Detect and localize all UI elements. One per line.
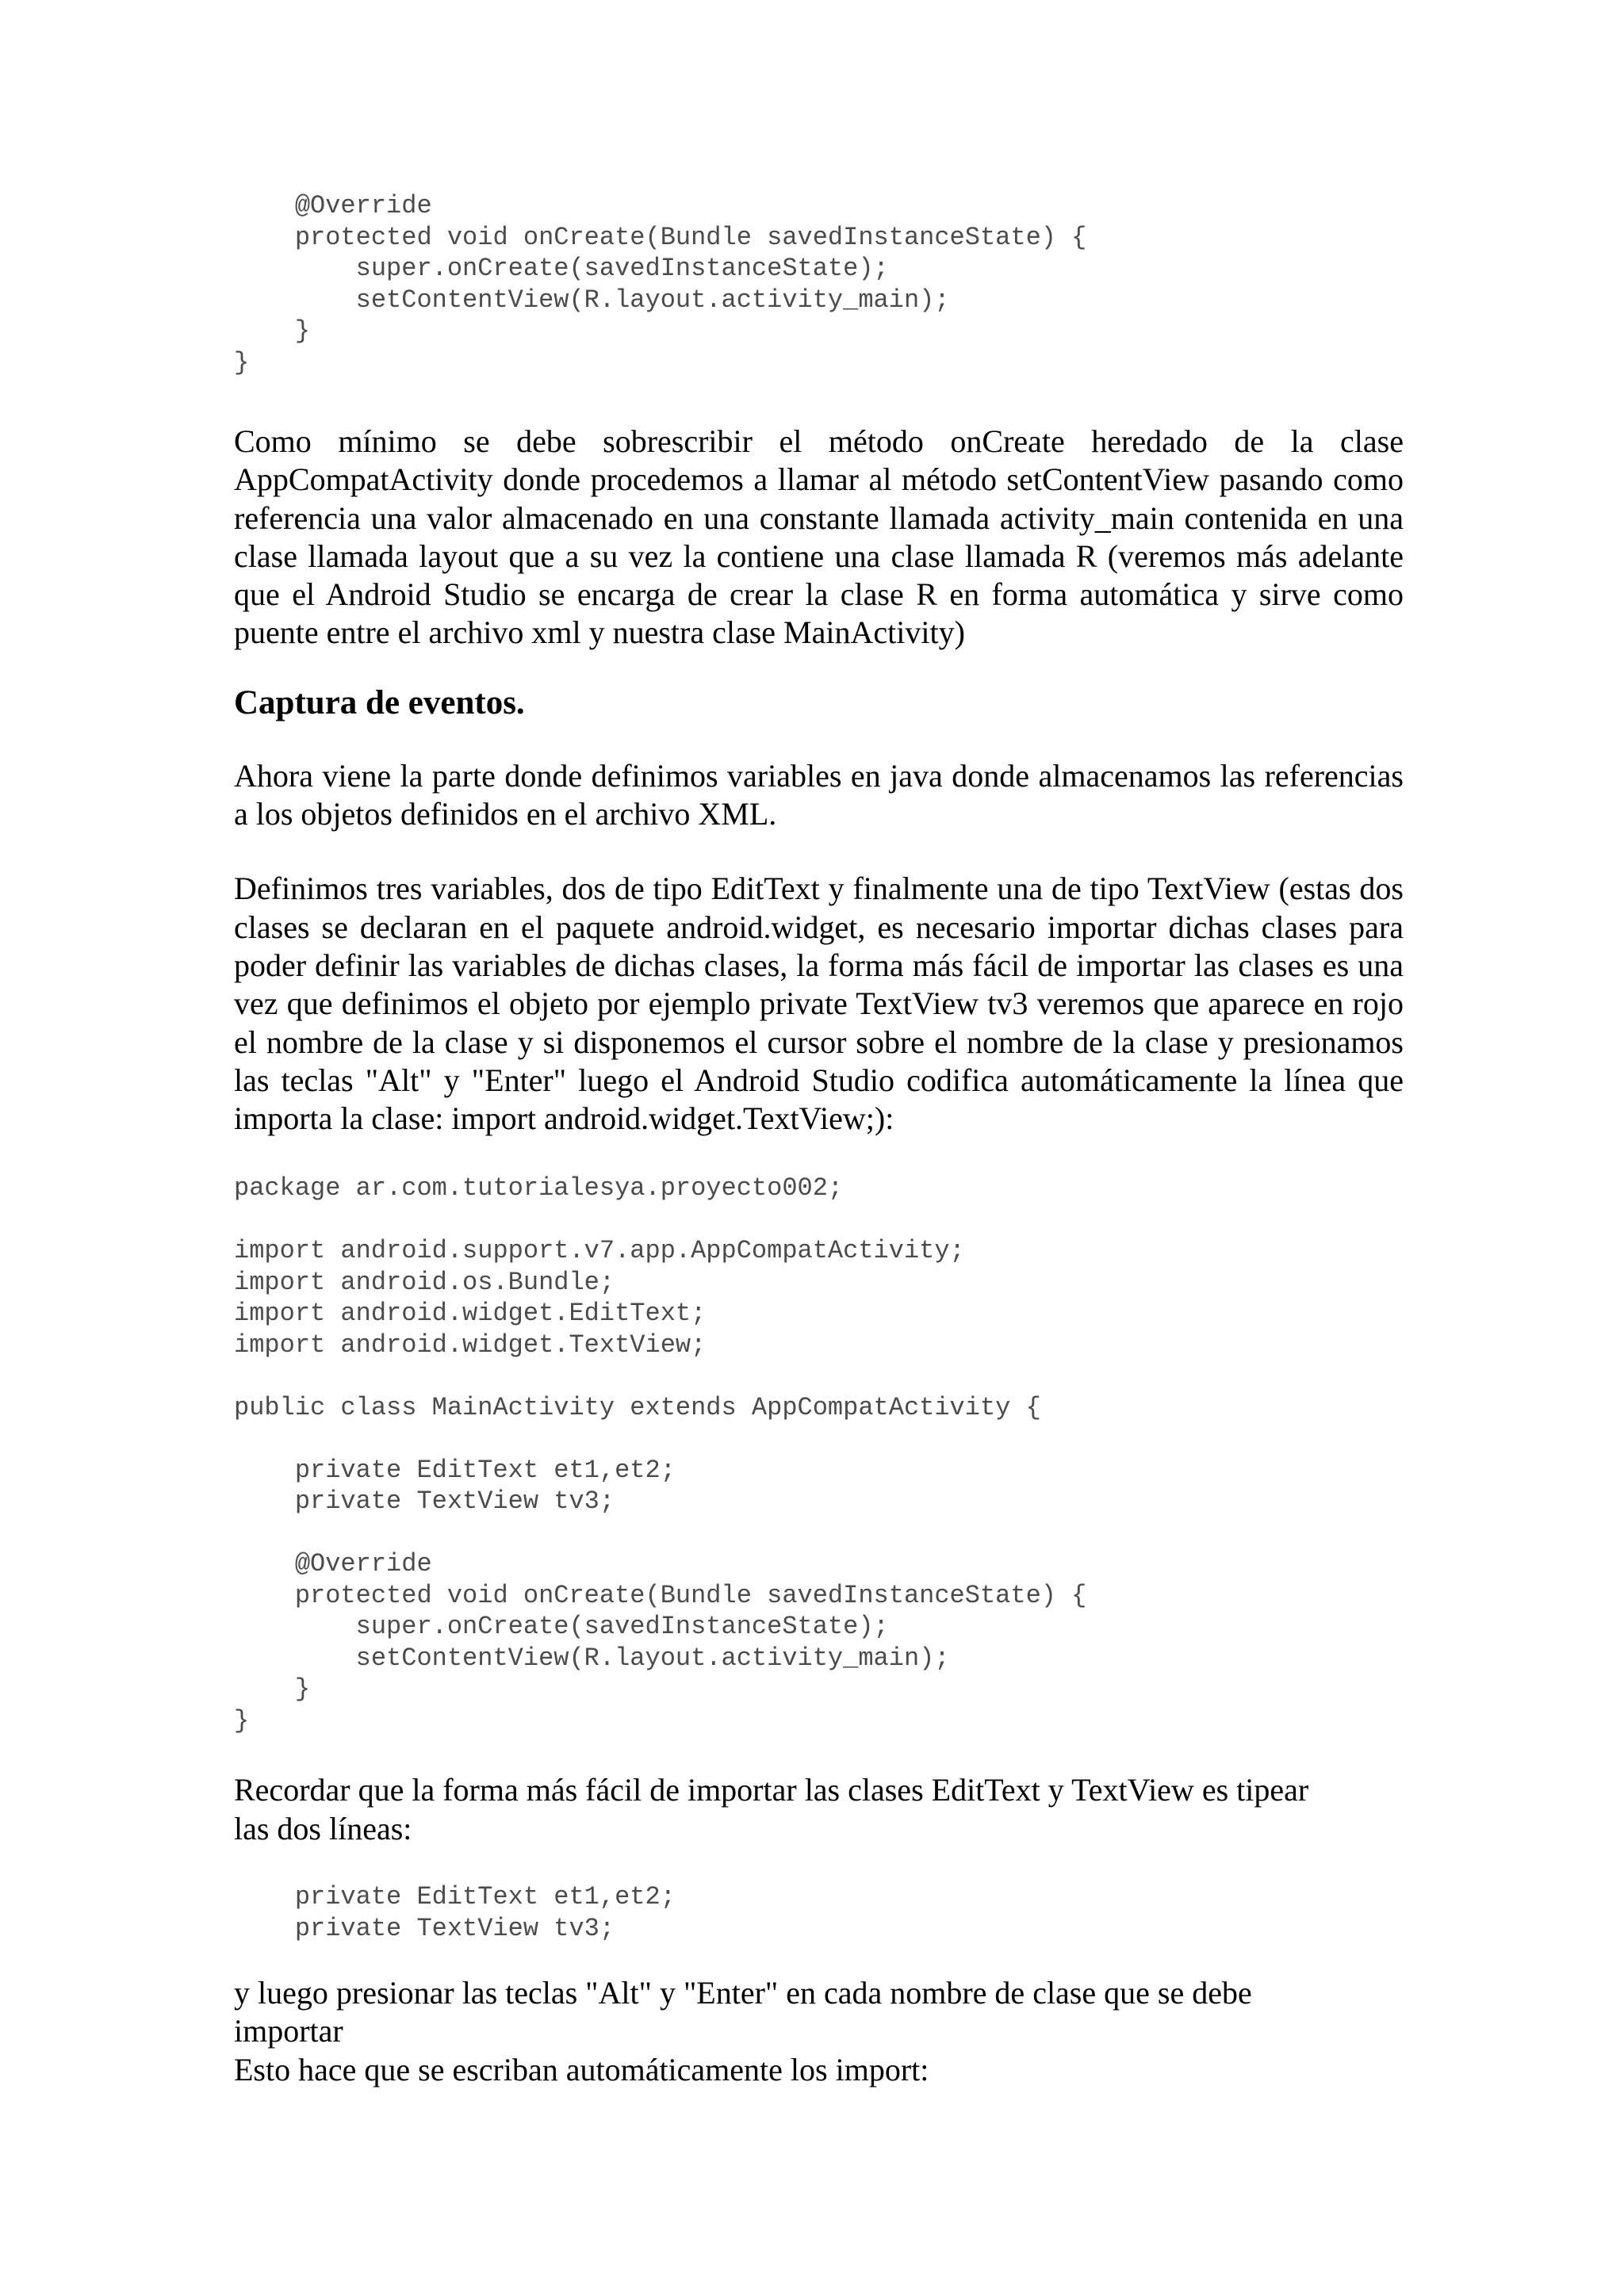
code-block-private-fields [234,1881,1404,1944]
code-line: super.onCreate(savedInstanceState); [234,1612,889,1642]
code-line: @Override [234,1549,432,1579]
code-line [234,1204,1404,1236]
code-line: import android.os.Bundle; [234,1267,615,1297]
paragraph-recordar-line-2: las dos líneas: [234,1810,412,1846]
code-line: super.onCreate(savedInstanceState); [234,254,889,283]
paragraph-alt-enter [234,1974,1404,2089]
paragraph-recordar-line-1: Recordar que la forma más fácil de importar las clases EditText y TextView es tipear [234,1772,1309,1808]
code-line: } [234,1674,311,1705]
paragraph-definimos-variables: Definimos tres variables, dos de tipo EditText y finalmente una de tipo TextView (estas dos clases se declaran en el paquete android.widget, es necesario importar dichas clases para poder definir las variables de dichas clases, la forma más fácil de importar las clases es una vez que definimos el objeto por ejemplo private TextView tv3 veremos que aparece en rojo el nombre de la clase y si disponemos el cursor sobre el nombre de la clase y presionamos las teclas "Alt" y "Enter" luego el Android Studio codifica automáticamente la línea que importa la clase: import android.widget.TextView;): [234,871,1404,1137]
code-line: private EditText et1,et2; [234,1882,676,1912]
document-page [234,190,1404,2089]
paragraph-recordar [234,1771,1404,1848]
code-line [234,1360,1404,1392]
code-line: protected void onCreate(Bundle savedInstanceState) { [234,222,1087,252]
code-line: protected void onCreate(Bundle savedInstanceState) { [234,1580,1087,1610]
code-line: package ar.com.tutorialesya.proyecto002; [234,1173,844,1203]
code-block-mainactivity [234,1173,1404,1736]
paragraph-variables-intro: Ahora viene la parte donde definimos variables en java donde almacenamos las referencias a los objetos definidos en el archivo XML. [234,757,1404,832]
code-line: } [234,347,250,377]
code-line: private EditText et1,et2; [234,1455,676,1485]
code-line: private TextView tv3; [234,1913,615,1943]
code-line: setContentView(R.layout.activity_main); [234,285,950,315]
paragraph-imports-intro: Esto hace que se escriban automáticamente los import: [234,2051,929,2087]
paragraph-oncreate-explanation: Como mínimo se debe sobrescribir el método onCreate heredado de la clase AppCompatActivity donde procedemos a llamar al método setContentView pasando como referencia una valor almacenado en una constante llamada activity_main contenida en una clase llamada layout que a su vez la contiene una clase llamada R (veremos más adelante que el Android Studio se encarga de crear la clase R en forma automática y sirve como puente entre el archivo xml y nuestra clase MainActivity) [234,423,1404,651]
paragraph-alt-enter-line-2: importar [234,2013,343,2049]
code-block-oncreate [234,190,1404,378]
code-line [234,1423,1404,1455]
code-line: import android.widget.EditText; [234,1299,707,1329]
code-line: setContentView(R.layout.activity_main); [234,1643,950,1673]
section-heading-captura: Captura de eventos. [234,683,525,721]
code-line: public class MainActivity extends AppCompatActivity { [234,1392,1041,1422]
code-line: import android.widget.TextView; [234,1330,707,1360]
code-line [234,1517,1404,1549]
code-line: import android.support.v7.app.AppCompatActivity; [234,1236,965,1266]
code-line: } [234,316,311,346]
paragraph-alt-enter-line-1: y luego presionar las teclas "Alt" y "Enter" en cada nombre de clase que se debe [234,1975,1252,2011]
code-line: } [234,1705,250,1735]
code-line: @Override [234,191,432,220]
code-line: private TextView tv3; [234,1487,615,1517]
